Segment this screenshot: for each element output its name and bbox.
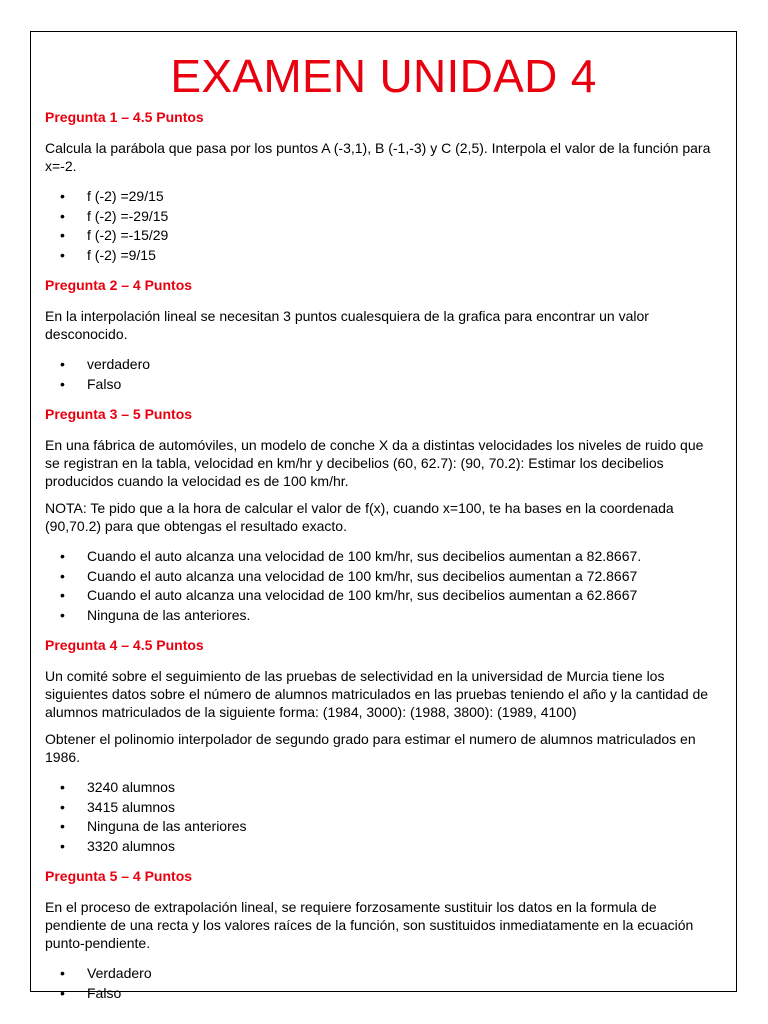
question-4-note: Obtener el polinomio interpolador de segundo grado para estimar el numero de alumnos matriculados en 1986. — [45, 731, 696, 765]
bullet-icon: • — [60, 246, 65, 263]
question-3-options — [45, 547, 714, 625]
option-label: Cuando el auto alcanza una velocidad de 100 km/hr, sus decibelios aumentan a 72.8667 — [87, 567, 638, 584]
bullet-icon: • — [60, 587, 65, 603]
option-label: 3320 alumnos — [87, 837, 175, 854]
question-3 — [45, 405, 714, 625]
option-item — [60, 964, 714, 984]
bullet-icon: • — [60, 984, 65, 1001]
option-label: 3240 alumnos — [87, 779, 175, 795]
question-5-text: En el proceso de extrapolación lineal, se requiere forzosamente sustituir los datos en la formula de pendiente de una recta y los valores raíces de la función, son sustituidos inmediatamente en la ecuación punto-pendiente. — [45, 899, 694, 951]
option-label: Falso — [87, 984, 122, 1001]
question-4-text: Un comité sobre el seguimiento de las pruebas de selectividad en la universidad de Murcia tiene los siguientes datos sobre el número de alumnos matriculados en las pruebas teniendo el año y la cantidad de alumnos matriculados de la siguiente forma: (1984, 3000): (1988, 3800): (1989, 4100) — [45, 668, 709, 720]
bullet-icon: • — [60, 606, 65, 623]
option-item — [60, 226, 714, 246]
option-item — [60, 817, 714, 837]
question-3-heading: Pregunta 3 – 5 Puntos — [45, 406, 193, 422]
question-3-note: NOTA: Te pido que a la hora de calcular el valor de f(x), cuando x=100, te ha bases en la coordenada (90,70.2) para que obtengas el resultado exacto. — [45, 500, 674, 534]
question-2-text: En la interpolación lineal se necesitan 3 puntos cualesquiera de la grafica para encontrar un valor desconocido. — [45, 308, 649, 342]
question-2 — [45, 276, 714, 394]
bullet-icon: • — [60, 188, 65, 204]
bullet-icon: • — [60, 207, 65, 224]
bullet-icon: • — [60, 227, 65, 243]
option-item — [60, 586, 714, 606]
option-label: Ninguna de las anteriores. — [87, 606, 251, 623]
bullet-icon: • — [60, 818, 65, 834]
option-label: Cuando el auto alcanza una velocidad de 100 km/hr, sus decibelios aumentan a 62.8667 — [87, 587, 638, 603]
option-item — [60, 567, 714, 587]
option-label: f (-2) =-29/15 — [87, 207, 169, 224]
question-2-options — [45, 355, 714, 394]
question-1-options — [45, 187, 714, 265]
bullet-icon: • — [60, 548, 65, 564]
bullet-icon: • — [60, 567, 65, 584]
option-item — [60, 837, 714, 857]
option-item — [60, 798, 714, 818]
option-label: verdadero — [87, 356, 151, 372]
option-label: f (-2) =29/15 — [87, 188, 164, 204]
option-label: Falso — [87, 375, 122, 392]
option-label: 3415 alumnos — [87, 798, 175, 815]
option-item — [60, 984, 714, 1004]
option-item — [60, 207, 714, 227]
option-label: Verdadero — [87, 965, 152, 981]
page-title: EXAMEN UNIDAD 4 — [170, 50, 597, 102]
exam-page — [30, 31, 737, 1001]
option-label: Ninguna de las anteriores — [87, 818, 247, 834]
bullet-icon: • — [60, 798, 65, 815]
option-label: f (-2) =-15/29 — [87, 227, 169, 243]
question-5-options — [45, 964, 714, 1003]
bullet-icon: • — [60, 779, 65, 795]
question-4-heading: Pregunta 4 – 4.5 Puntos — [45, 637, 204, 653]
question-5 — [45, 867, 714, 1003]
option-item — [60, 778, 714, 798]
question-2-heading: Pregunta 2 – 4 Puntos — [45, 277, 193, 293]
option-label: Cuando el auto alcanza una velocidad de 100 km/hr, sus decibelios aumentan a 82.8667. — [87, 548, 642, 564]
question-5-heading: Pregunta 5 – 4 Puntos — [45, 868, 193, 884]
question-1-text: Calcula la parábola que pasa por los puntos A (-3,1), B (-1,-3) y C (2,5). Interpola el valor de la función para x=-2. — [45, 140, 711, 174]
bullet-icon: • — [60, 837, 65, 854]
question-1-heading: Pregunta 1 – 4.5 Puntos — [45, 109, 204, 125]
option-item — [60, 246, 714, 266]
option-item — [60, 606, 714, 626]
option-item — [60, 547, 714, 567]
option-label: f (-2) =9/15 — [87, 246, 156, 263]
question-4-options — [45, 778, 714, 856]
bullet-icon: • — [60, 375, 65, 392]
question-3-text: En una fábrica de automóviles, un modelo de conche X da a distintas velocidades los niveles de ruido que se registran en la tabla, velocidad en km/hr y decibelios (60, 62.7): (90, 70.2): Estimar los decibelios producidos cuando la velocidad es de 100 km/hr. — [45, 437, 704, 489]
bullet-icon: • — [60, 965, 65, 981]
bullet-icon: • — [60, 356, 65, 372]
question-4 — [45, 636, 714, 856]
option-item — [60, 187, 714, 207]
option-item — [60, 375, 714, 395]
option-item — [60, 355, 714, 375]
question-1 — [45, 108, 714, 265]
exam-content — [45, 108, 714, 1003]
